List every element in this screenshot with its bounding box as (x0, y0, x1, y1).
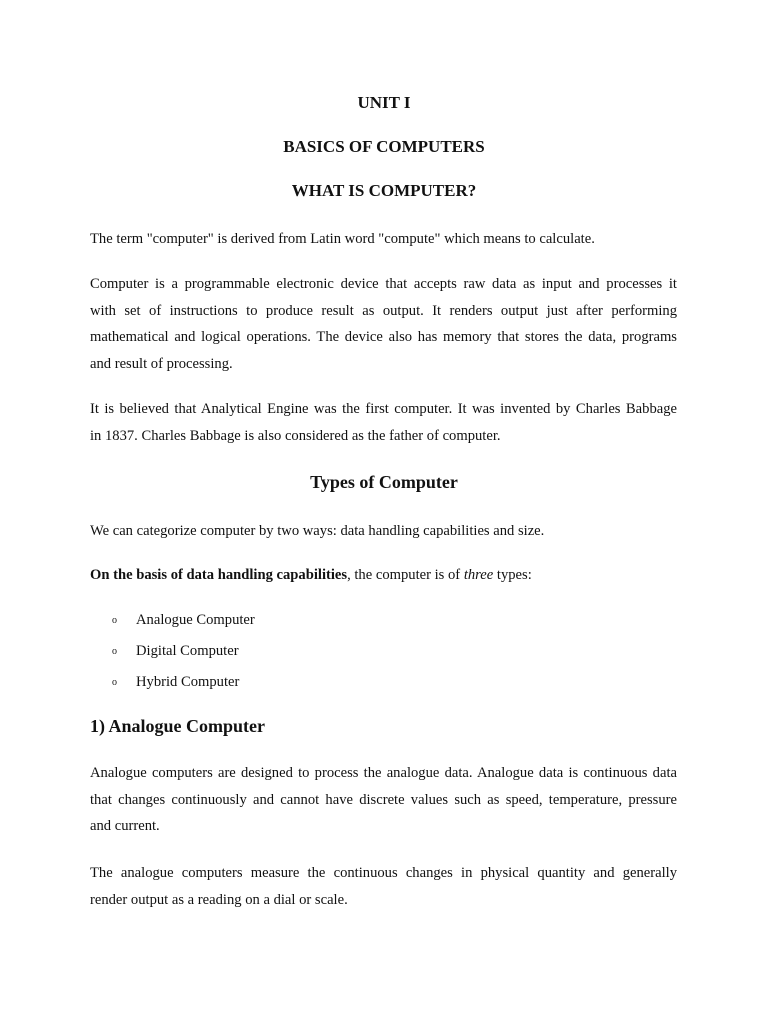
definition-line-3: mathematical and logical operations. The device also has memory that stores the data, programs (90, 329, 677, 346)
measure-line-1: The analogue computers measure the continuous changes in physical quantity and generally (90, 865, 677, 881)
categorize-paragraph: We can categorize computer by two ways: data handling capabilities and size. (90, 523, 545, 539)
computer-types-list (112, 607, 255, 700)
analogue-line-1: Analogue computers are designed to process the analogue data. Analogue data is continuous data (90, 765, 677, 781)
data-handling-bold: On the basis of data handling capabilities (90, 567, 348, 583)
list-item-label: Hybrid Computer (136, 674, 240, 690)
definition-line-1: Computer is a programmable electronic device that accepts raw data as input and processes it (90, 276, 677, 292)
data-handling-middle: , the computer is of (347, 567, 464, 583)
data-handling-paragraph (90, 562, 677, 589)
data-handling-end: types: (493, 567, 532, 583)
etymology-paragraph: The term "computer" is derived from Latin word "compute" which means to calculate. (90, 231, 595, 247)
history-line-2: in 1837. Charles Babbage is also considered as the father of computer. (90, 427, 501, 444)
analogue-section-heading: 1) Analogue Computer (90, 716, 265, 736)
list-item (112, 669, 255, 700)
analogue-line-3: and current. (90, 818, 160, 835)
definition-line-2: with set of instructions to produce result as output. It renders output just after performing (90, 302, 677, 319)
bullet-marker: o (112, 615, 117, 626)
basics-heading: BASICS OF COMPUTERS (283, 137, 485, 156)
bullet-marker: o (112, 646, 117, 657)
what-is-computer-heading: WHAT IS COMPUTER? (291, 181, 477, 200)
definition-line-4: and result of processing. (90, 356, 233, 373)
data-handling-italic: three (463, 567, 494, 583)
bullet-marker: o (112, 677, 117, 688)
history-paragraph (90, 396, 677, 449)
definition-paragraph (90, 271, 677, 378)
list-item-label: Digital Computer (136, 643, 239, 659)
analogue-measure-paragraph (90, 860, 677, 913)
analogue-line-2: that changes continuously and cannot have discrete values such as speed, temperature, pressure (90, 791, 677, 808)
analogue-definition-paragraph (90, 760, 677, 840)
list-item-label: Analogue Computer (136, 612, 255, 628)
measure-line-2: render output as a reading on a dial or scale. (90, 891, 348, 908)
history-line-1: It is believed that Analytical Engine was the first computer. It was invented by Charles Babbage (90, 401, 677, 417)
types-heading: Types of Computer (310, 472, 458, 492)
unit-heading: UNIT I (357, 93, 411, 112)
list-item (112, 607, 255, 638)
list-item (112, 638, 255, 669)
